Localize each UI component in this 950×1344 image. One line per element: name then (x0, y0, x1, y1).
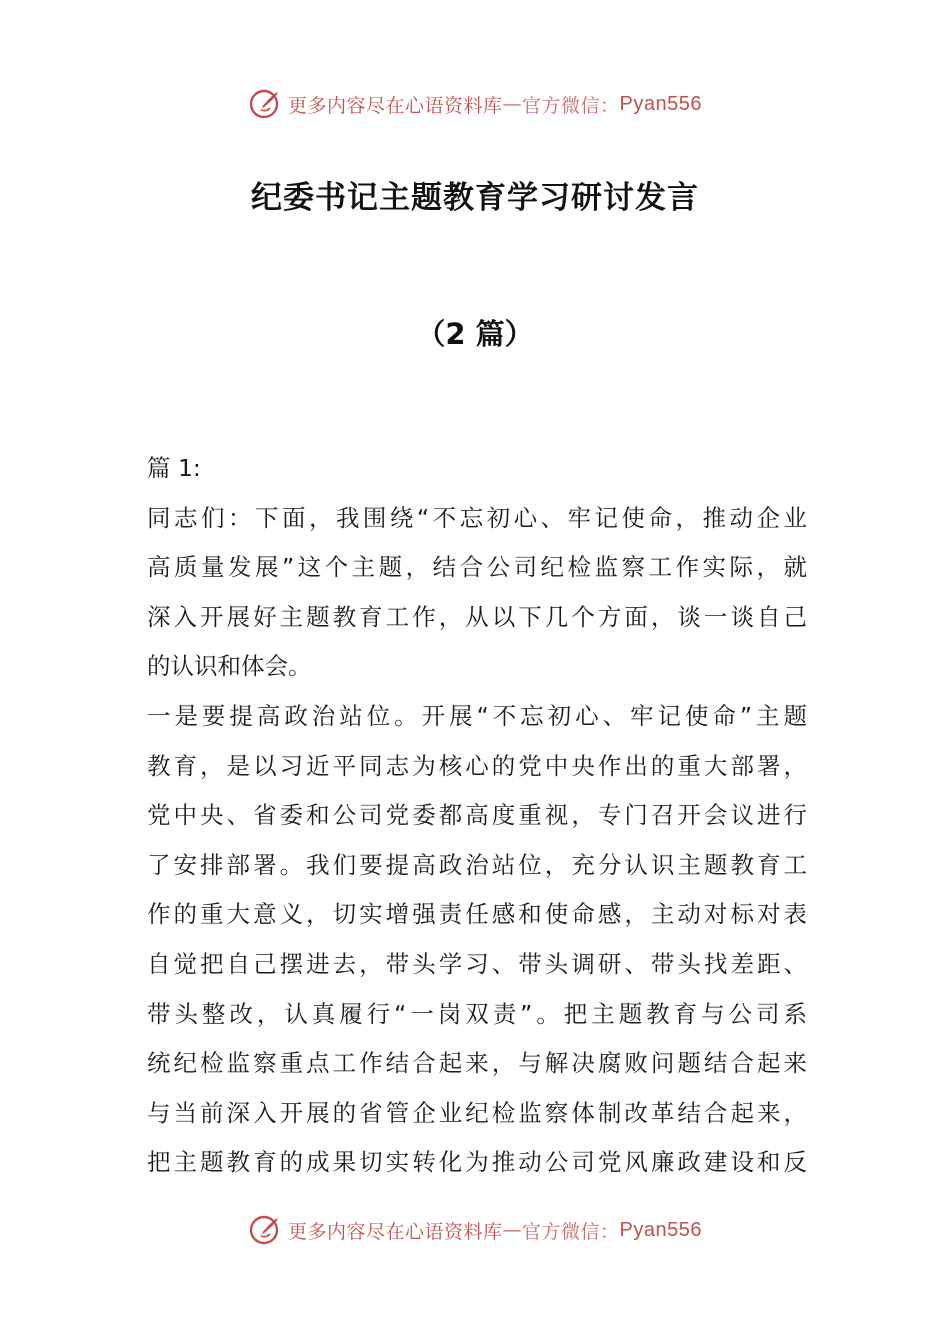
banner-dash: — (502, 93, 523, 115)
banner-wechat-label: 官方微信： (522, 1220, 620, 1243)
paragraph-line: 自觉把自己摆进去，带头学习、带头调研、带头找差距、 (147, 949, 807, 978)
paragraph-line: 党中央、省委和公司党委都高度重视，专门召开会议进行 (147, 801, 807, 830)
document-body (147, 444, 807, 1188)
paragraph-line: 的认识和体会。 (147, 652, 312, 681)
paragraph-line: 与当前深入开展的省管企业纪检监察体制改革结合起来， (147, 1098, 807, 1127)
banner-wechat-handle: Pyan556 (619, 92, 702, 115)
document-title: 纪委书记主题教育学习研讨发言 (251, 180, 699, 216)
paragraph-line: 教育，是以习近平同志为核心的党中央作出的重大部署， (147, 751, 807, 780)
section-label: 篇 1: (147, 454, 201, 482)
document-subtitle: （2 篇） (416, 317, 534, 351)
banner-dash: — (502, 1219, 523, 1241)
paragraph-line: 一是要提高政治站位。开展“不忘初心、牢记使命”主题 (147, 701, 807, 730)
paragraph-line: 高质量发展”这个主题，结合公司纪检监察工作实际，就 (147, 553, 807, 582)
banner-wechat-handle: Pyan556 (619, 1218, 702, 1241)
pen-feather-icon (248, 86, 284, 122)
paragraph-line: 统纪检监察重点工作结合起来，与解决腐败问题结合起来 (147, 1049, 807, 1078)
pen-feather-icon (248, 1212, 284, 1248)
footer-banner (0, 1210, 950, 1250)
paragraph-line: 深入开展好主题教育工作，从以下几个方面，谈一谈自己 (147, 602, 807, 631)
banner-wechat-label: 官方微信： (522, 94, 620, 117)
paragraph-line: 同志们：下面，我围绕“不忘初心、牢记使命，推动企业 (147, 503, 807, 532)
paragraph-line: 了安排部署。我们要提高政治站位，充分认识主题教育工 (147, 850, 807, 879)
paragraph-line: 把主题教育的成果切实转化为推动公司党风廉政建设和反 (147, 1148, 807, 1177)
banner-brand-text: 更多内容尽在心语资料库 (288, 94, 503, 117)
banner-brand-text: 更多内容尽在心语资料库 (288, 1220, 503, 1243)
paragraph-line: 作的重大意义，切实增强责任感和使命感，主动对标对表 (147, 900, 807, 929)
header-banner (0, 84, 950, 124)
paragraph-line: 带头整改，认真履行“一岗双责”。把主题教育与公司系 (147, 999, 807, 1028)
